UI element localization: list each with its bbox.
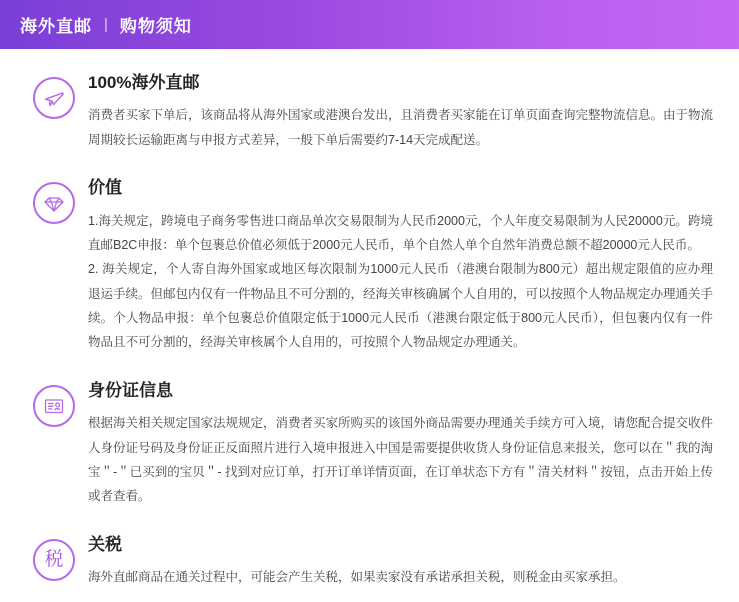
section-title: 关税 xyxy=(88,534,122,554)
section-customs-duty xyxy=(26,535,713,590)
page-header xyxy=(0,0,739,49)
id-card-icon xyxy=(33,385,75,427)
section-paragraph: 海外直邮商品在通关过程中，可能会产生关税，如果卖家没有承诺承担关税，则税金由买家承担。 xyxy=(88,570,626,585)
tax-icon xyxy=(33,539,75,581)
section-value xyxy=(26,178,713,355)
section-paragraph: 2. 海关规定，个人寄自海外国家或地区每次限制为1000元人民币（港澳台限制为800元）超出规定限值的应办理退运手续。但邮包内仅有一件物品且不可分割的，经海关审核确属个人自用的，可以按照个人物品规定办理通关手续。个人物品申报：单个包裹总价值限定低于1000元人民币（港澳台限定低于800元人民币），但包裹内仅有一件物品且不可分割的，经海关审核属个人自用的，可按照个人物品规定办理通关。 xyxy=(88,262,714,350)
airplane-icon xyxy=(33,77,75,119)
section-body xyxy=(82,73,713,152)
section-title: 身份证信息 xyxy=(88,380,173,400)
section-paragraph: 1.海关规定，跨境电子商务零售进口商品单次交易限制为人民币2000元，个人年度交易限制为人民20000元。跨境直邮B2C申报：单个包裹总价值必须低于2000元人民币，单个自然人单个自然年消费总额不超20000元人民币。 xyxy=(88,213,713,252)
header-title: 海外直邮 xyxy=(20,17,92,36)
section-body xyxy=(82,178,713,355)
diamond-icon xyxy=(33,182,75,224)
header-separator: | xyxy=(104,16,108,33)
section-overseas-direct-mail xyxy=(26,73,713,152)
section-title: 价值 xyxy=(88,178,122,198)
section-body xyxy=(82,535,713,590)
section-icon-wrap xyxy=(26,381,82,427)
section-body xyxy=(82,381,713,509)
section-paragraph: 消费者买家下单后，该商品将从海外国家或港澳台发出，且消费者买家能在订单页面查询完整物流信息。由于物流周期较长运输距离与申报方式差异，一般下单后需要约7-14天完成配送。 xyxy=(88,108,714,147)
section-icon-wrap xyxy=(26,178,82,224)
content-area xyxy=(0,49,739,589)
section-id-card-info xyxy=(26,381,713,509)
section-icon-wrap xyxy=(26,535,82,581)
section-icon-wrap xyxy=(26,73,82,119)
tax-icon-glyph: 税 xyxy=(44,549,64,571)
section-title: 100%海外直邮 xyxy=(88,73,200,92)
header-subtitle: 购物须知 xyxy=(119,17,192,36)
section-paragraph: 根据海关相关规定国家法规规定，消费者买家所购买的该国外商品需要办理通关手续方可入境，请您配合提交收件人身份证号码及身份证正反面照片进行入境申报进入中国是需要提供收货人身份证信息来报关，您可以在＂我的淘宝＂-＂已买到的宝贝＂- 找到对应订单，打开订单详情页面，在订单状态下方有＂清关材料＂按钮，点击开始上传或者查看。 xyxy=(88,416,714,504)
